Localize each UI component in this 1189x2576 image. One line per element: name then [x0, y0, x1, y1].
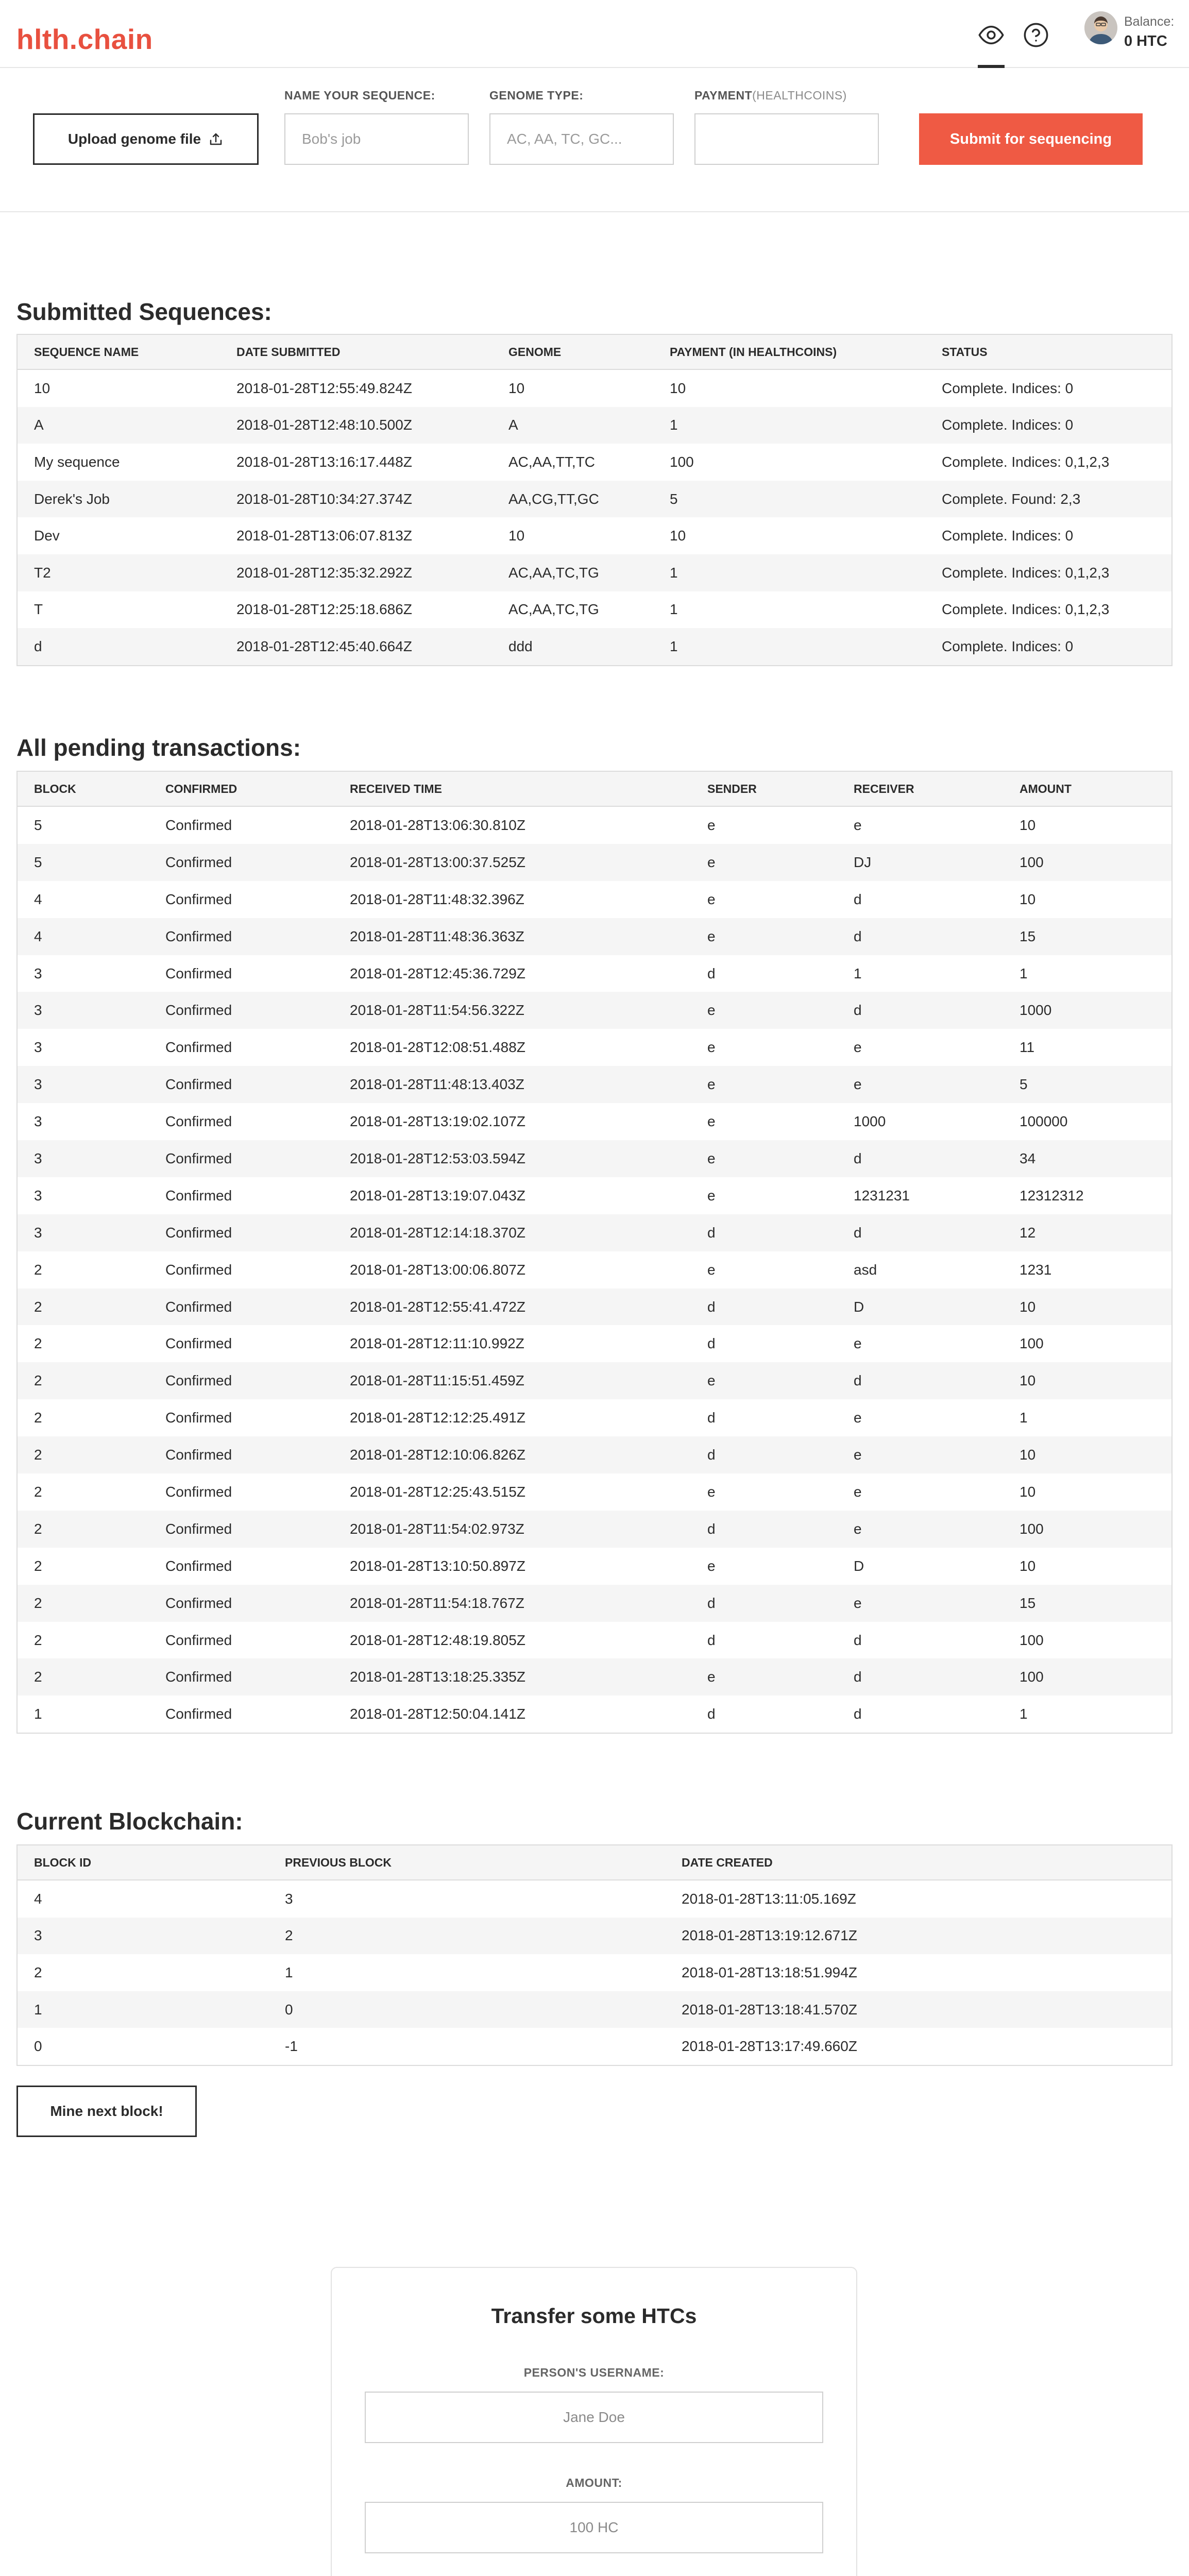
table-row [17, 1029, 1172, 1066]
cell-sequence-name: My sequence [34, 453, 120, 470]
cell-received-time: 2018-01-28T12:10:06.826Z [333, 1436, 691, 1473]
cell-amount: 15 [1003, 918, 1172, 955]
cell-status: Complete. Indices: 0,1,2,3 [942, 601, 1110, 618]
cell-genome: ddd [492, 628, 653, 666]
cell-genome: AC,AA,TC,TG [508, 601, 599, 618]
cell-confirmed: Confirmed [165, 817, 232, 833]
cell-received-time: 2018-01-28T12:50:04.141Z [350, 1706, 525, 1722]
cell-block: 2 [17, 1585, 149, 1622]
cell-sender: e [691, 918, 837, 955]
cell-confirmed: Confirmed [149, 1585, 333, 1622]
cell-sender: e [691, 1066, 837, 1103]
table-row [17, 806, 1172, 844]
cell-block: 3 [17, 1214, 149, 1251]
cell-confirmed: Confirmed [165, 1557, 232, 1574]
table-row [17, 1362, 1172, 1399]
table-row [17, 554, 1172, 591]
table-row [17, 881, 1172, 918]
cell-received-time: 2018-01-28T13:10:50.897Z [350, 1557, 525, 1574]
cell-receiver: e [854, 1410, 862, 1426]
cell-received-time: 2018-01-28T11:54:56.322Z [333, 992, 691, 1029]
cell-block: 2 [34, 1261, 42, 1278]
cell-sender: d [707, 965, 716, 981]
cell-block: 2 [34, 1410, 42, 1426]
cell-sender: e [691, 844, 837, 881]
cell-genome: AC,AA,TT,TC [508, 453, 596, 470]
cell-block: 4 [17, 918, 149, 955]
cell-confirmed: Confirmed [149, 918, 333, 955]
payment-label-suffix: (HEALTHCOINS) [752, 89, 847, 102]
cell-receiver: 1 [854, 965, 862, 981]
cell-status: Complete. Indices: 0,1,2,3 [942, 453, 1110, 470]
cell-received-time: 2018-01-28T11:15:51.459Z [333, 1362, 691, 1399]
table-row [17, 407, 1172, 444]
cell-receiver: e [837, 1585, 1003, 1622]
cell-block: 2 [17, 1658, 149, 1696]
cell-status: Complete. Indices: 0 [925, 628, 1172, 666]
cell-sequence-name: Derek's Job [17, 481, 220, 518]
table-row [17, 481, 1172, 518]
cell-date-submitted: 2018-01-28T12:25:18.686Z [236, 601, 412, 618]
cell-sender: e [691, 1140, 837, 1177]
cell-date-submitted: 2018-01-28T12:48:10.500Z [220, 407, 492, 444]
column-header-payment: PAYMENT (IN HEALTHCOINS) [653, 334, 925, 369]
cell-confirmed: Confirmed [149, 1511, 333, 1548]
cell-genome: 10 [508, 528, 525, 544]
cell-confirmed: Confirmed [149, 1362, 333, 1399]
payment-label [694, 89, 847, 103]
cell-sender: e [707, 1113, 716, 1130]
amount-input[interactable] [365, 2502, 823, 2553]
cell-receiver: e [854, 1483, 862, 1500]
cell-block: 4 [34, 891, 42, 907]
balance-value: 0 HTC [1124, 33, 1167, 49]
cell-amount: 11 [1020, 1039, 1035, 1056]
table-header-row [17, 334, 1172, 369]
cell-block-id: 1 [17, 1991, 268, 2028]
help-circle-icon[interactable] [1023, 22, 1049, 48]
mine-next-block-button[interactable]: Mine next block! [16, 2086, 197, 2137]
cell-previous-block: 1 [285, 1964, 293, 1980]
column-header-received-time: RECEIVED TIME [333, 771, 691, 806]
table-row [17, 1622, 1172, 1659]
cell-confirmed: Confirmed [165, 1113, 232, 1130]
cell-confirmed: Confirmed [165, 965, 232, 981]
cell-block: 2 [17, 1436, 149, 1473]
cell-receiver: D [854, 1557, 864, 1574]
cell-amount: 1231 [1020, 1261, 1052, 1278]
cell-status: Complete. Indices: 0 [942, 528, 1074, 544]
cell-block: 2 [17, 1362, 149, 1399]
cell-date-created: 2018-01-28T13:19:12.671Z [665, 1918, 1172, 1955]
cell-amount: 12 [1003, 1214, 1172, 1251]
cell-sender: d [707, 1335, 716, 1352]
cell-receiver: D [837, 1289, 1003, 1326]
submitted-sequences-table [16, 334, 1173, 666]
upload-genome-label: Upload genome file [67, 131, 201, 147]
column-header-receiver: RECEIVER [837, 771, 1003, 806]
cell-payment: 5 [653, 481, 925, 518]
cell-confirmed: Confirmed [149, 1658, 333, 1696]
cell-genome: AC,AA,TC,TG [492, 554, 653, 591]
cell-received-time: 2018-01-28T12:12:25.491Z [350, 1410, 525, 1426]
cell-received-time: 2018-01-28T12:53:03.594Z [333, 1140, 691, 1177]
cell-received-time: 2018-01-28T11:54:02.973Z [333, 1511, 691, 1548]
cell-date-created: 2018-01-28T13:17:49.660Z [682, 2038, 857, 2055]
column-header-confirmed: CONFIRMED [149, 771, 333, 806]
cell-amount: 100 [1003, 1658, 1172, 1696]
cell-status: Complete. Indices: 0 [942, 380, 1074, 396]
submit-sequencing-button[interactable]: Submit for sequencing [919, 113, 1143, 165]
table-row [17, 1658, 1172, 1696]
cell-receiver: d [837, 1362, 1003, 1399]
column-header-date-submitted: DATE SUBMITTED [220, 334, 492, 369]
cell-confirmed: Confirmed [165, 1261, 232, 1278]
cell-block-id: 4 [34, 1890, 42, 1907]
cell-confirmed: Confirmed [149, 1140, 333, 1177]
cell-sender: e [707, 817, 716, 833]
avatar[interactable] [1084, 11, 1117, 44]
cell-previous-block: 2 [268, 1918, 665, 1955]
cell-confirmed: Confirmed [149, 1436, 333, 1473]
cell-block: 5 [17, 844, 149, 881]
cell-receiver: e [837, 1511, 1003, 1548]
column-header-status: STATUS [925, 334, 1172, 369]
cell-amount: 1 [1020, 1706, 1028, 1722]
cell-previous-block: 0 [268, 1991, 665, 2028]
blockchain-table [16, 1844, 1173, 2066]
table-row [17, 444, 1172, 481]
table-row [17, 1511, 1172, 1548]
table-row [17, 955, 1172, 992]
cell-block: 2 [34, 1632, 42, 1648]
cell-sender: e [707, 1483, 716, 1500]
cell-date-created: 2018-01-28T13:18:41.570Z [665, 1991, 1172, 2028]
payment-label-main: PAYMENT [694, 89, 753, 102]
cell-sender: e [691, 992, 837, 1029]
column-header-amount: AMOUNT [1003, 771, 1172, 806]
cell-block: 2 [17, 1511, 149, 1548]
cell-amount: 100000 [1020, 1113, 1068, 1130]
cell-block: 2 [34, 1335, 42, 1352]
cell-sender: d [707, 1410, 716, 1426]
cell-sender: e [691, 1362, 837, 1399]
table-row [17, 992, 1172, 1029]
cell-payment: 100 [670, 453, 694, 470]
blockchain-title: Current Blockchain: [16, 1808, 243, 1835]
cell-receiver: d [837, 992, 1003, 1029]
cell-block: 2 [34, 1557, 42, 1574]
cell-block: 2 [34, 1483, 42, 1500]
cell-sender: d [691, 1511, 837, 1548]
cell-date-submitted: 2018-01-28T12:55:49.824Z [236, 380, 412, 396]
cell-payment: 1 [653, 554, 925, 591]
cell-block-id: 3 [17, 1918, 268, 1955]
logo[interactable]: hlth.chain [16, 23, 153, 55]
cell-receiver: e [854, 817, 862, 833]
cell-confirmed: Confirmed [165, 1187, 232, 1204]
cell-receiver: d [837, 918, 1003, 955]
cell-sequence-name: d [17, 628, 220, 666]
cell-amount: 5 [1003, 1066, 1172, 1103]
cell-sender: d [691, 1436, 837, 1473]
cell-received-time: 2018-01-28T12:08:51.488Z [350, 1039, 525, 1056]
cell-sender: d [707, 1632, 716, 1648]
cell-amount: 10 [1003, 1362, 1172, 1399]
table-row [17, 1918, 1172, 1955]
cell-amount: 1 [1020, 965, 1028, 981]
cell-status: Complete. Found: 2,3 [925, 481, 1172, 518]
cell-received-time: 2018-01-28T11:48:32.396Z [350, 891, 524, 907]
table-row [17, 1585, 1172, 1622]
cell-sender: d [691, 1585, 837, 1622]
submitted-sequences-title: Submitted Sequences: [16, 298, 272, 325]
cell-confirmed: Confirmed [149, 844, 333, 881]
cell-confirmed: Confirmed [165, 1410, 232, 1426]
column-header-genome: GENOME [492, 334, 653, 369]
cell-received-time: 2018-01-28T13:00:06.807Z [350, 1261, 525, 1278]
cell-amount: 10 [1020, 1483, 1036, 1500]
cell-block: 3 [34, 1187, 42, 1204]
cell-receiver: d [837, 1658, 1003, 1696]
cell-received-time: 2018-01-28T12:14:18.370Z [333, 1214, 691, 1251]
cell-date-submitted: 2018-01-28T13:06:07.813Z [236, 528, 412, 544]
cell-received-time: 2018-01-28T12:55:41.472Z [333, 1289, 691, 1326]
cell-sender: d [707, 1706, 716, 1722]
cell-amount: 100 [1020, 1335, 1044, 1352]
cell-received-time: 2018-01-28T11:54:18.767Z [333, 1585, 691, 1622]
sequence-name-input[interactable] [284, 113, 469, 165]
upload-icon [208, 131, 224, 147]
cell-payment: 10 [670, 380, 686, 396]
cell-block: 3 [17, 1066, 149, 1103]
cell-sender: e [707, 1039, 716, 1056]
cell-sequence-name: A [17, 407, 220, 444]
cell-date-created: 2018-01-28T13:11:05.169Z [682, 1890, 856, 1907]
table-row [17, 1251, 1172, 1289]
cell-date-submitted: 2018-01-28T13:16:17.448Z [236, 453, 412, 470]
cell-block: 1 [34, 1706, 42, 1722]
cell-block: 3 [17, 992, 149, 1029]
cell-receiver: e [837, 1436, 1003, 1473]
cell-confirmed: Confirmed [149, 1289, 333, 1326]
cell-payment: 1 [653, 628, 925, 666]
cell-receiver: d [854, 891, 862, 907]
cell-status: Complete. Indices: 0,1,2,3 [925, 554, 1172, 591]
transfer-card [331, 2267, 857, 2576]
cell-confirmed: Confirmed [165, 1632, 232, 1648]
cell-amount: 1000 [1003, 992, 1172, 1029]
cell-block: 3 [34, 1039, 42, 1056]
cell-confirmed: Confirmed [165, 1335, 232, 1352]
table-row [17, 1140, 1172, 1177]
cell-amount: 10 [1020, 891, 1036, 907]
table-row [17, 1399, 1172, 1436]
table-row [17, 1880, 1172, 1918]
cell-received-time: 2018-01-28T13:00:37.525Z [333, 844, 691, 881]
genome-type-input[interactable] [489, 113, 674, 165]
genome-type-label: GENOME TYPE: [489, 89, 584, 102]
table-row [17, 628, 1172, 666]
cell-date-created: 2018-01-28T13:18:51.994Z [682, 1964, 857, 1980]
cell-received-time: 2018-01-28T12:48:19.805Z [350, 1632, 525, 1648]
cell-sequence-name: T [34, 601, 43, 618]
balance-label: Balance: [1124, 14, 1175, 29]
cell-sender: d [691, 1289, 837, 1326]
cell-confirmed: Confirmed [165, 891, 232, 907]
cell-amount: 1 [1020, 1410, 1028, 1426]
cell-sender: e [707, 1261, 716, 1278]
cell-receiver: 1000 [854, 1113, 886, 1130]
table-row [17, 1991, 1172, 2028]
table-row [17, 2028, 1172, 2065]
table-row [17, 1954, 1172, 1991]
cell-sequence-name: T2 [17, 554, 220, 591]
cell-amount: 10 [1020, 817, 1036, 833]
column-header-previous-block: PREVIOUS BLOCK [268, 1845, 665, 1880]
cell-amount: 34 [1003, 1140, 1172, 1177]
cell-previous-block: 3 [285, 1890, 293, 1907]
cell-date-submitted: 2018-01-28T12:45:40.664Z [220, 628, 492, 666]
eye-icon[interactable] [978, 22, 1005, 48]
column-header-block: BLOCK [17, 771, 149, 806]
cell-sender: e [707, 1187, 716, 1204]
upload-genome-button[interactable] [33, 113, 259, 165]
table-header-row [17, 1845, 1172, 1880]
table-row [17, 591, 1172, 629]
table-row [17, 1066, 1172, 1103]
top-navbar [0, 0, 1189, 68]
column-header-block-id: BLOCK ID [17, 1845, 268, 1880]
cell-payment: 1 [653, 407, 925, 444]
cell-sender: e [691, 1658, 837, 1696]
cell-block-id: 0 [34, 2038, 42, 2055]
pending-transactions-table [16, 771, 1173, 1734]
cell-block-id: 2 [34, 1964, 42, 1980]
table-row [17, 1473, 1172, 1511]
table-row [17, 1289, 1172, 1326]
cell-received-time: 2018-01-28T12:45:36.729Z [350, 965, 525, 981]
cell-sequence-name: Dev [34, 528, 60, 544]
cell-sequence-name: 10 [34, 380, 50, 396]
cell-date-submitted: 2018-01-28T12:35:32.292Z [220, 554, 492, 591]
cell-sender: e [707, 891, 716, 907]
cell-amount: 100 [1003, 1511, 1172, 1548]
pending-transactions-title: All pending transactions: [16, 734, 301, 761]
cell-receiver: e [854, 1335, 862, 1352]
column-header-sender: SENDER [691, 771, 837, 806]
table-row [17, 1548, 1172, 1585]
cell-confirmed: Confirmed [149, 992, 333, 1029]
table-row [17, 844, 1172, 881]
username-input[interactable] [365, 2392, 823, 2443]
table-row [17, 1436, 1172, 1473]
sequence-submit-form [0, 68, 1189, 212]
cell-receiver: 1231231 [854, 1187, 910, 1204]
sequence-name-label: NAME YOUR SEQUENCE: [284, 89, 435, 102]
cell-received-time: 2018-01-28T12:11:10.992Z [350, 1335, 524, 1352]
cell-block: 5 [34, 817, 42, 833]
cell-receiver: e [854, 1039, 862, 1056]
cell-amount: 10 [1020, 1557, 1036, 1574]
cell-received-time: 2018-01-28T13:18:25.335Z [333, 1658, 691, 1696]
cell-amount: 10 [1003, 1289, 1172, 1326]
cell-confirmed: Confirmed [149, 1066, 333, 1103]
payment-input[interactable] [694, 113, 879, 165]
cell-date-submitted: 2018-01-28T10:34:27.374Z [220, 481, 492, 518]
cell-genome: A [492, 407, 653, 444]
table-header-row [17, 771, 1172, 806]
cell-payment: 1 [670, 601, 678, 618]
cell-confirmed: Confirmed [165, 1706, 232, 1722]
cell-received-time: 2018-01-28T11:48:36.363Z [333, 918, 691, 955]
cell-received-time: 2018-01-28T13:19:02.107Z [350, 1113, 525, 1130]
cell-amount: 12312312 [1020, 1187, 1084, 1204]
cell-sender: e [707, 1557, 716, 1574]
cell-payment: 10 [670, 528, 686, 544]
cell-receiver: asd [854, 1261, 877, 1278]
cell-block: 3 [34, 1113, 42, 1130]
cell-receiver: d [837, 1214, 1003, 1251]
cell-previous-block: -1 [285, 2038, 298, 2055]
cell-genome: AA,CG,TT,GC [492, 481, 653, 518]
username-label: PERSON'S USERNAME: [523, 2366, 665, 2379]
cell-genome: 10 [508, 380, 525, 396]
table-row [17, 517, 1172, 554]
table-row [17, 918, 1172, 955]
cell-amount: 100 [1003, 844, 1172, 881]
cell-received-time: 2018-01-28T13:19:07.043Z [350, 1187, 525, 1204]
cell-received-time: 2018-01-28T13:06:30.810Z [350, 817, 525, 833]
cell-amount: 10 [1003, 1436, 1172, 1473]
table-row [17, 1177, 1172, 1214]
cell-receiver: DJ [837, 844, 1003, 881]
cell-sender: d [691, 1214, 837, 1251]
cell-status: Complete. Indices: 0 [925, 407, 1172, 444]
column-header-date-created: DATE CREATED [665, 1845, 1172, 1880]
amount-label: AMOUNT: [566, 2476, 622, 2489]
cell-confirmed: Confirmed [165, 1483, 232, 1500]
cell-block: 3 [17, 1140, 149, 1177]
cell-received-time: 2018-01-28T12:25:43.515Z [350, 1483, 525, 1500]
cell-confirmed: Confirmed [149, 1214, 333, 1251]
cell-confirmed: Confirmed [165, 1039, 232, 1056]
cell-receiver: d [837, 1140, 1003, 1177]
cell-receiver: d [854, 1706, 862, 1722]
cell-amount: 100 [1020, 1632, 1044, 1648]
column-header-sequence-name: SEQUENCE NAME [17, 334, 220, 369]
cell-receiver: e [837, 1066, 1003, 1103]
transfer-title: Transfer some HTCs [491, 2304, 697, 2328]
cell-received-time: 2018-01-28T11:48:13.403Z [333, 1066, 691, 1103]
cell-block: 2 [17, 1289, 149, 1326]
table-row [17, 1325, 1172, 1362]
table-row [17, 1214, 1172, 1251]
table-row [17, 369, 1172, 407]
table-row [17, 1103, 1172, 1140]
cell-receiver: d [854, 1632, 862, 1648]
table-row [17, 1696, 1172, 1733]
cell-amount: 15 [1003, 1585, 1172, 1622]
cell-block: 3 [34, 965, 42, 981]
